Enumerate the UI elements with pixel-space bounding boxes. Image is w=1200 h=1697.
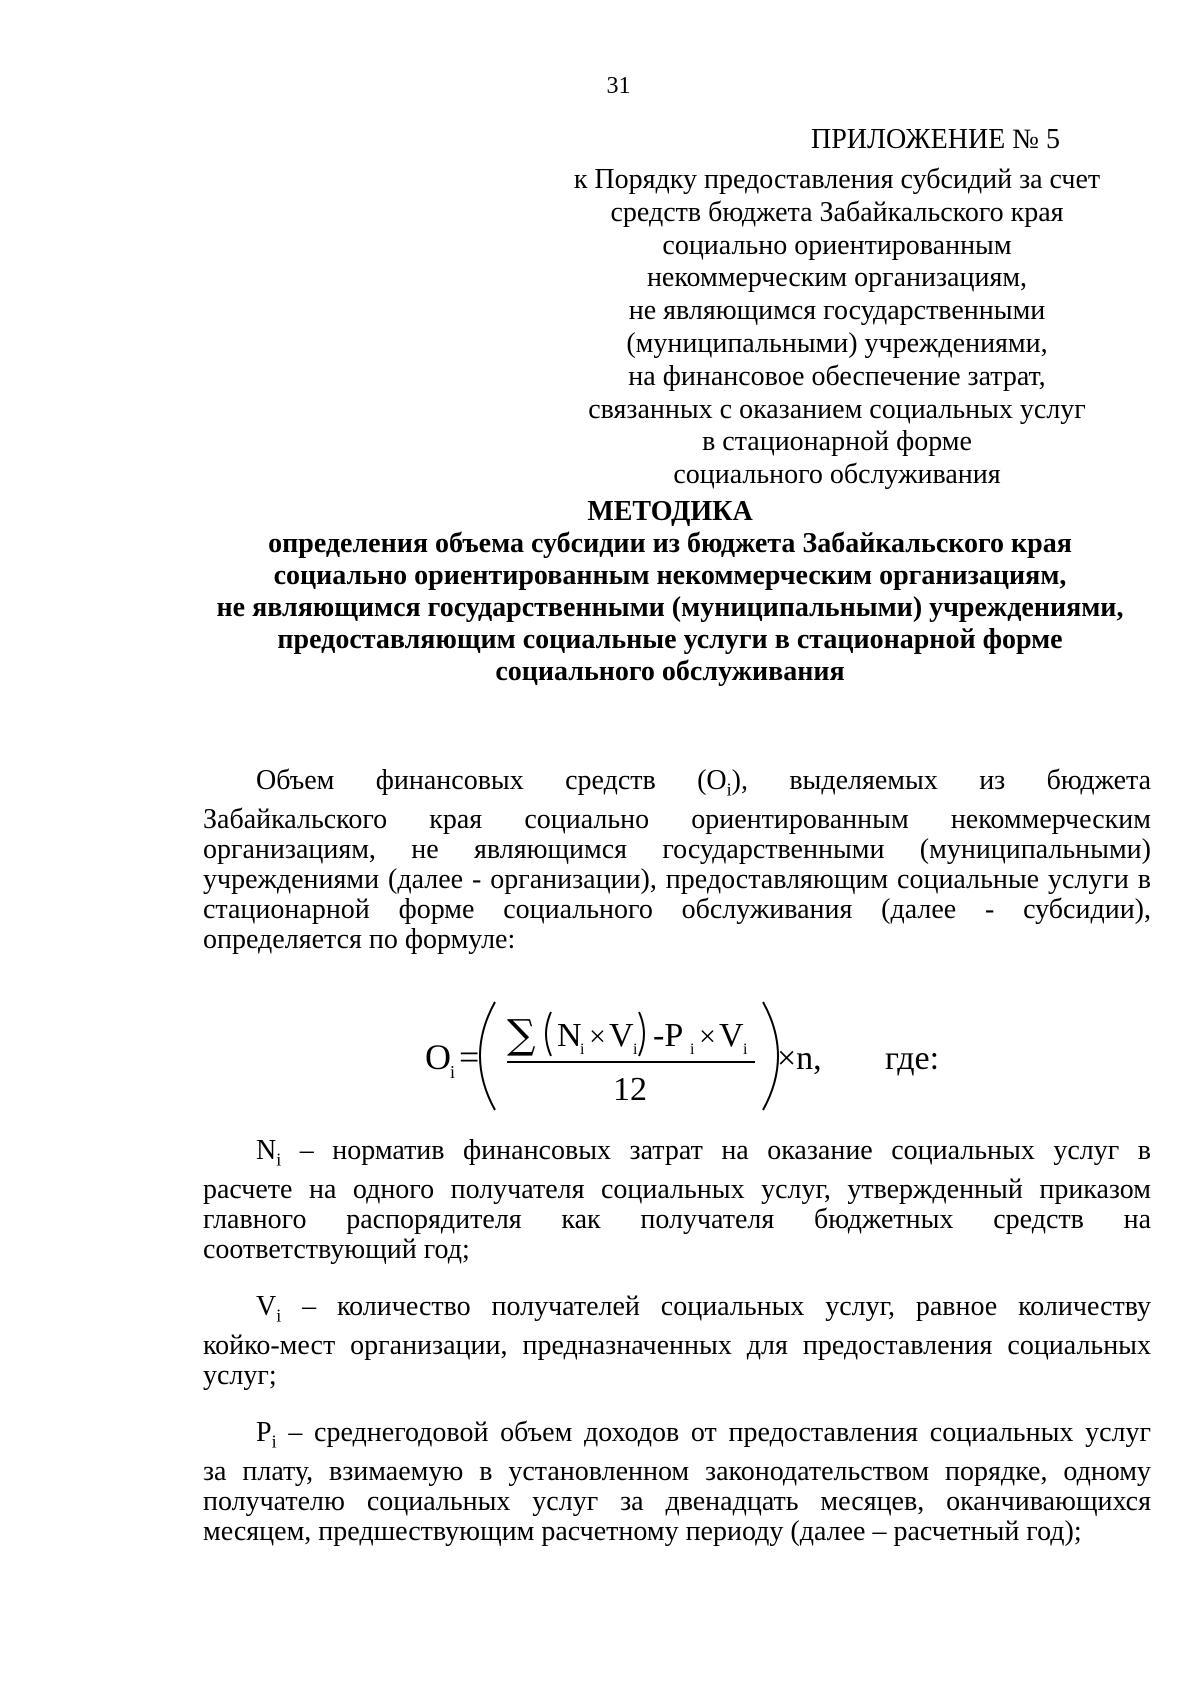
definition-line: $P_i$ – среднегодовой объем доходов от предоставления социальных услуг [256, 1417, 1151, 1452]
appendix-reference-line: некоммерческим организациям, [646, 262, 1028, 294]
intro-paragraph [203, 766, 1151, 955]
appendix-reference [570, 164, 1104, 492]
method-subtitle-line: определения объема субсидии из бюджета Забайкальского края [268, 528, 1072, 559]
definition-line: $V_i$ – количество получателей социальных услуг, равное количеству [256, 1291, 1151, 1326]
definition-line: услуг; [203, 1359, 277, 1391]
appendix-reference-line: средств бюджета Забайкальского края [610, 196, 1064, 228]
method-subtitle-line: не являющимся государственными (муниципальными) учреждениями, [216, 592, 1124, 623]
formula-graphic [425, 996, 945, 1116]
definition-line: получателю социальных услуг за двенадцать месяцев, оканчивающихся [203, 1485, 1151, 1517]
inner-right-paren [639, 1012, 644, 1056]
sum-sign: ∑ [507, 1012, 536, 1058]
definition-v [203, 1292, 1151, 1391]
appendix-reference-line: к Порядку предоставления субсидий за счет [573, 164, 1101, 195]
definition-line: главного распорядителя как получателя бюджетных средств на [203, 1203, 1151, 1235]
definition-line: за плату, взимаемую в установленном законодательством порядке, одному [203, 1455, 1151, 1487]
inner-left-paren [546, 1012, 551, 1056]
definition-line: месяцем, предшествующим расчетному периоду (далее – расчетный год); [203, 1515, 1082, 1547]
appendix-reference-line: (муниципальными) учреждениями, [626, 327, 1048, 359]
method-subtitle-line: социально ориентированным некоммерческим организациям, [273, 560, 1067, 591]
formula-n-sub: i [580, 1041, 585, 1058]
formula-equals: = [459, 1037, 480, 1077]
formula-lhs: O [425, 1037, 451, 1077]
formula-v2-sub: i [743, 1041, 748, 1058]
appendix-reference-line: связанных с оказанием социальных услуг [588, 393, 1086, 425]
definition-line: койко-мест организации, предназначенных для предоставления социальных [203, 1329, 1151, 1361]
formula-times: × [589, 1020, 606, 1053]
definition-line: соответствующий год; [203, 1233, 470, 1265]
formula-where: где: [885, 1040, 940, 1077]
formula-v-2: V [719, 1017, 744, 1054]
page-number: 31 [606, 73, 631, 99]
appendix-reference-line: на финансовое обеспечение затрат, [628, 360, 1046, 392]
formula-p-sub: i [690, 1041, 695, 1058]
appendix-reference-line: в стационарной форме [702, 426, 972, 458]
formula-denominator: 12 [613, 1071, 647, 1108]
method-title: МЕТОДИКА [587, 496, 753, 527]
formula-minus-p: -P [653, 1017, 684, 1054]
appendix-reference-line: не являющимся государственными [628, 295, 1046, 327]
right-paren [763, 1002, 778, 1110]
intro-line: Забайкальского края социально ориентированным некоммерческим [203, 803, 1151, 835]
appendix-title: ПРИЛОЖЕНИЕ № 5 [811, 124, 1060, 155]
definition-n [203, 1136, 1151, 1265]
method-subtitle-line: социального обслуживания [495, 656, 845, 687]
formula-times-2: × [699, 1020, 716, 1053]
formula-lhs-sub: i [450, 1062, 456, 1082]
left-paren [480, 1002, 495, 1110]
formula-v-sub: i [633, 1041, 638, 1058]
definition-line: $N_i$ – норматив финансовых затрат на оказание социальных услуг в [256, 1135, 1151, 1170]
formula-tail: ×n, [777, 1040, 822, 1077]
intro-line: стационарной форме социального обслуживания (далее - субсидии), [203, 893, 1151, 925]
appendix-reference-line: социально ориентированным [662, 229, 1012, 261]
intro-line: Объем финансовых средств $(O_i)$, выделяемых из бюджета [256, 765, 1151, 800]
formula-v: V [609, 1017, 634, 1054]
formula-n: N [557, 1017, 582, 1054]
subsidy-formula [425, 996, 945, 1116]
intro-line: определяется по формуле: [203, 923, 516, 955]
intro-line: организациям, не являющимся государственными (муниципальными) [203, 833, 1151, 865]
method-heading [190, 496, 1150, 688]
definition-p [203, 1418, 1151, 1547]
definition-line: расчете на одного получателя социальных услуг, утвержденный приказом [203, 1173, 1151, 1205]
intro-line: учреждениями (далее - организации), предоставляющим социальные услуги в [203, 863, 1151, 895]
method-subtitle-line: предоставляющим социальные услуги в стационарной форме [277, 624, 1063, 655]
appendix-reference-line: социального обслуживания [673, 459, 1001, 491]
